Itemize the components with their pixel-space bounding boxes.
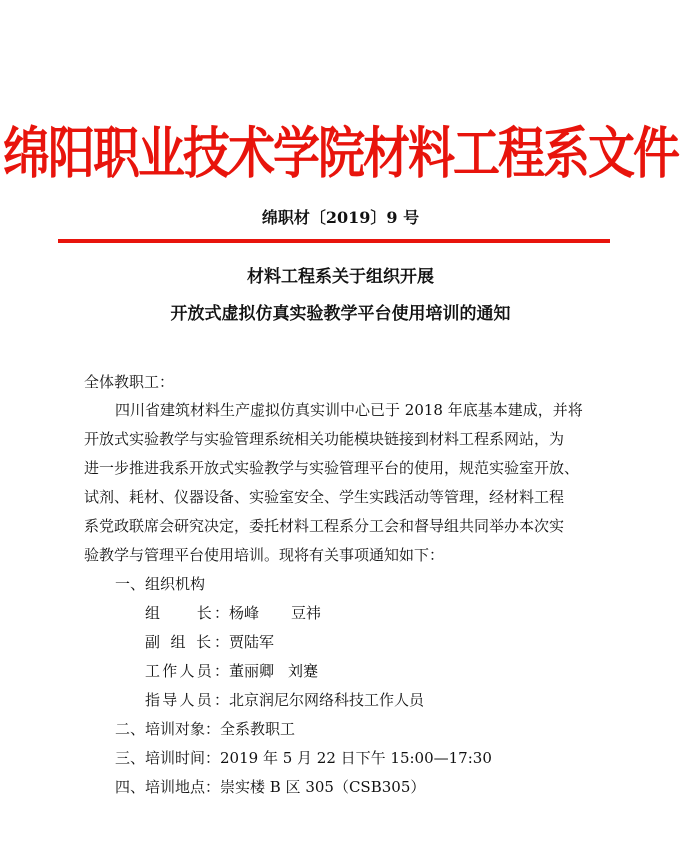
- guide-label: 指导人员：: [145, 691, 229, 709]
- notice-title-line-1: 材料工程系关于组织开展: [247, 267, 434, 287]
- section-training-time: 三、培训时间：2019 年 5 月 22 日下午 15:00—17:30: [115, 749, 492, 767]
- staff-name: 董丽卿: [229, 662, 275, 680]
- masthead-title: 绵阳职业技术学院材料工程系文件: [3, 121, 678, 187]
- staff-name: 刘蹇: [288, 662, 319, 680]
- deputy-name: 贾陆军: [229, 633, 275, 651]
- paragraph-line: 验教学与管理平台使用培训。现将有关事项通知如下：: [84, 546, 445, 564]
- section-training-audience: 二、培训对象：全系教职工: [115, 720, 296, 738]
- guide-value: 北京润尼尔网络科技工作人员: [229, 691, 425, 709]
- salutation: 全体教职工：: [84, 373, 175, 391]
- leader-name: 杨峰: [229, 604, 260, 622]
- staff-row: [145, 661, 318, 681]
- paragraph-line: 试剂、耗材、仪器设备、实验室安全、学生实践活动等管理，经材料工程: [84, 488, 565, 506]
- notice-title-line-2: 开放式虚拟仿真实验教学平台使用培训的通知: [170, 304, 511, 324]
- paragraph-line: 四川省建筑材料生产虚拟仿真实训中心已于 2018 年底基本建成，并将: [115, 401, 583, 419]
- deputy-label: 副 组 长：: [145, 633, 229, 651]
- guide-row: [145, 690, 424, 710]
- paragraph-line: 进一步推进我系开放式实验教学与实验管理平台的使用，规范实验室开放、: [84, 459, 580, 477]
- leader-label: 组 长：: [145, 604, 229, 622]
- section-training-location: 四、培训地点：崇实楼 B 区 305（CSB305）: [115, 778, 426, 796]
- red-divider-line: [58, 239, 610, 243]
- leader-row: [145, 603, 321, 623]
- staff-label: 工作人员：: [145, 662, 229, 680]
- document-number: 绵职材〔2019〕9 号: [261, 208, 420, 227]
- section-heading-organization: 一、组织机构: [115, 575, 206, 593]
- leader-name: 豆祎: [291, 604, 322, 622]
- deputy-row: [145, 632, 274, 652]
- paragraph-line: 系党政联席会研究决定，委托材料工程系分工会和督导组共同举办本次实: [84, 517, 565, 535]
- paragraph-line: 开放式实验教学与实验管理系统相关功能模块链接到材料工程系网站，为: [84, 430, 565, 448]
